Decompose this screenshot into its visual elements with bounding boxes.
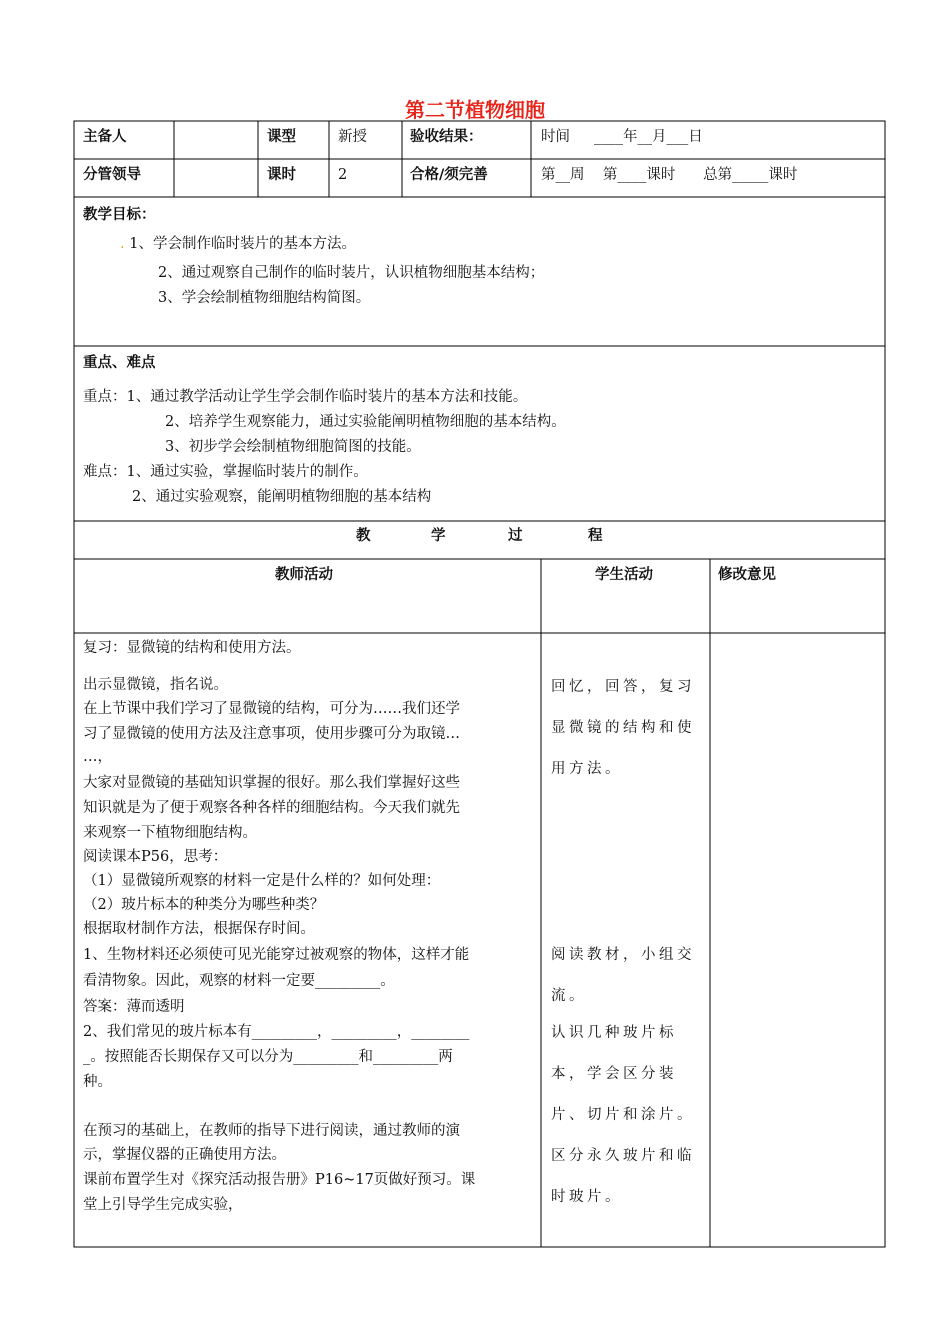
student-line: 区分永久玻片和临 — [551, 1148, 695, 1164]
acceptance-label: 验收结果： — [410, 129, 483, 145]
leader-label: 分管领导 — [83, 167, 141, 183]
objective-item: 3、学会绘制植物细胞结构简图。 — [158, 290, 371, 306]
student-line: 本，学会区分装 — [551, 1066, 677, 1082]
pass-label: 合格/须完善 — [410, 167, 488, 183]
preparer-label: 主备人 — [83, 129, 127, 145]
teacher-line: 答案：薄而透明 — [83, 999, 185, 1015]
teacher-line: （1）显微镜所观察的材料一定是什么样的？如何处理： — [83, 873, 441, 889]
teacher-line: _。按照能否长期保存又可以分为_________和_________两 — [83, 1049, 453, 1065]
col-student-header: 学生活动 — [595, 567, 653, 583]
teacher-line: 种。 — [83, 1074, 112, 1090]
time-label: 时间 — [541, 129, 570, 145]
student-line: 认识几种玻片标 — [551, 1025, 677, 1041]
objectives-heading: 教学目标： — [83, 207, 156, 223]
periods-value: 2 — [338, 167, 348, 183]
teacher-line: 示，掌握仪器的正确使用方法。 — [83, 1147, 286, 1163]
process-heading-char: 学 — [431, 528, 446, 544]
teacher-line: 1、生物材料还必须使可见光能穿过被观察的物体，这样才能 — [83, 947, 470, 963]
teacher-line: 来观察一下植物细胞结构。 — [83, 825, 257, 841]
teacher-line: 习了显微镜的使用方法及注意事项，使用步骤可分为取镜… — [83, 726, 460, 742]
teacher-line: 2、我们常见的玻片标本有_________，_________，________ — [83, 1024, 470, 1040]
objective-item: 2、通过观察自己制作的临时装片，认识植物细胞基本结构； — [158, 265, 545, 281]
week-text: 第__周 第____课时 总第_____课时 — [541, 167, 798, 183]
teacher-line: …， — [83, 749, 112, 765]
student-line: 流。 — [551, 988, 587, 1004]
student-line: 用方法。 — [551, 761, 623, 777]
student-line: 阅读教材，小组交 — [551, 947, 695, 963]
teacher-line: 大家对显微镜的基础知识掌握的很好。那么我们掌握好这些 — [83, 775, 460, 791]
student-line: 片、切片和涂片。 — [551, 1107, 695, 1123]
key-point-line: 难点：1、通过实验，掌握临时装片的制作。 — [83, 464, 368, 480]
col-teacher-header: 教师活动 — [275, 567, 333, 583]
teacher-line: 在预习的基础上，在教师的指导下进行阅读，通过教师的演 — [83, 1123, 460, 1139]
teacher-line: 堂上引导学生完成实验， — [83, 1197, 243, 1213]
teacher-line: 出示显微镜，指名说。 — [83, 677, 228, 693]
key-point-line: 3、初步学会绘制植物细胞简图的技能。 — [165, 439, 421, 455]
student-line: 回忆，回答，复习 — [551, 679, 695, 695]
teacher-line: （2）玻片标本的种类分为哪些种类？ — [83, 897, 325, 913]
student-line: 显微镜的结构和使 — [551, 720, 695, 736]
objective-item: . 1、学会制作临时装片的基本方法。 — [120, 236, 356, 252]
lesson-type-label: 课型 — [267, 129, 296, 145]
key-point-line: 2、培养学生观察能力，通过实验能阐明植物细胞的基本结构。 — [165, 414, 566, 430]
page-title: 第二节植物细胞 — [405, 98, 545, 122]
teacher-line: 知识就是为了便于观察各种各样的细胞结构。今天我们就先 — [83, 800, 460, 816]
date-text: ____年__月___日 — [594, 129, 703, 145]
lesson-type-value: 新授 — [338, 129, 367, 145]
process-heading-char: 教 — [356, 528, 371, 544]
student-line: 时玻片。 — [551, 1189, 623, 1205]
process-heading-char: 程 — [588, 528, 603, 544]
key-point-line: 2、通过实验观察，能阐明植物细胞的基本结构 — [132, 489, 432, 505]
periods-label: 课时 — [267, 167, 296, 183]
process-heading-char: 过 — [508, 528, 523, 544]
teacher-line: 课前布置学生对《探究活动报告册》P16~17页做好预习。课 — [83, 1172, 476, 1188]
teacher-line: 看清物象。因此，观察的材料一定要_________。 — [83, 973, 395, 989]
key-points-heading: 重点、难点 — [83, 355, 156, 371]
teacher-line: 阅读课本P56，思考： — [83, 849, 228, 865]
key-point-line: 重点：1、通过教学活动让学生学会制作临时装片的基本方法和技能。 — [83, 389, 528, 405]
teacher-line: 根据取材制作方法，根据保存时间。 — [83, 921, 315, 937]
teacher-line: 在上节课中我们学习了显微镜的结构，可分为……我们还学 — [83, 701, 460, 717]
col-comment-header: 修改意见 — [718, 567, 776, 583]
teacher-line: 复习：显微镜的结构和使用方法。 — [83, 640, 301, 656]
